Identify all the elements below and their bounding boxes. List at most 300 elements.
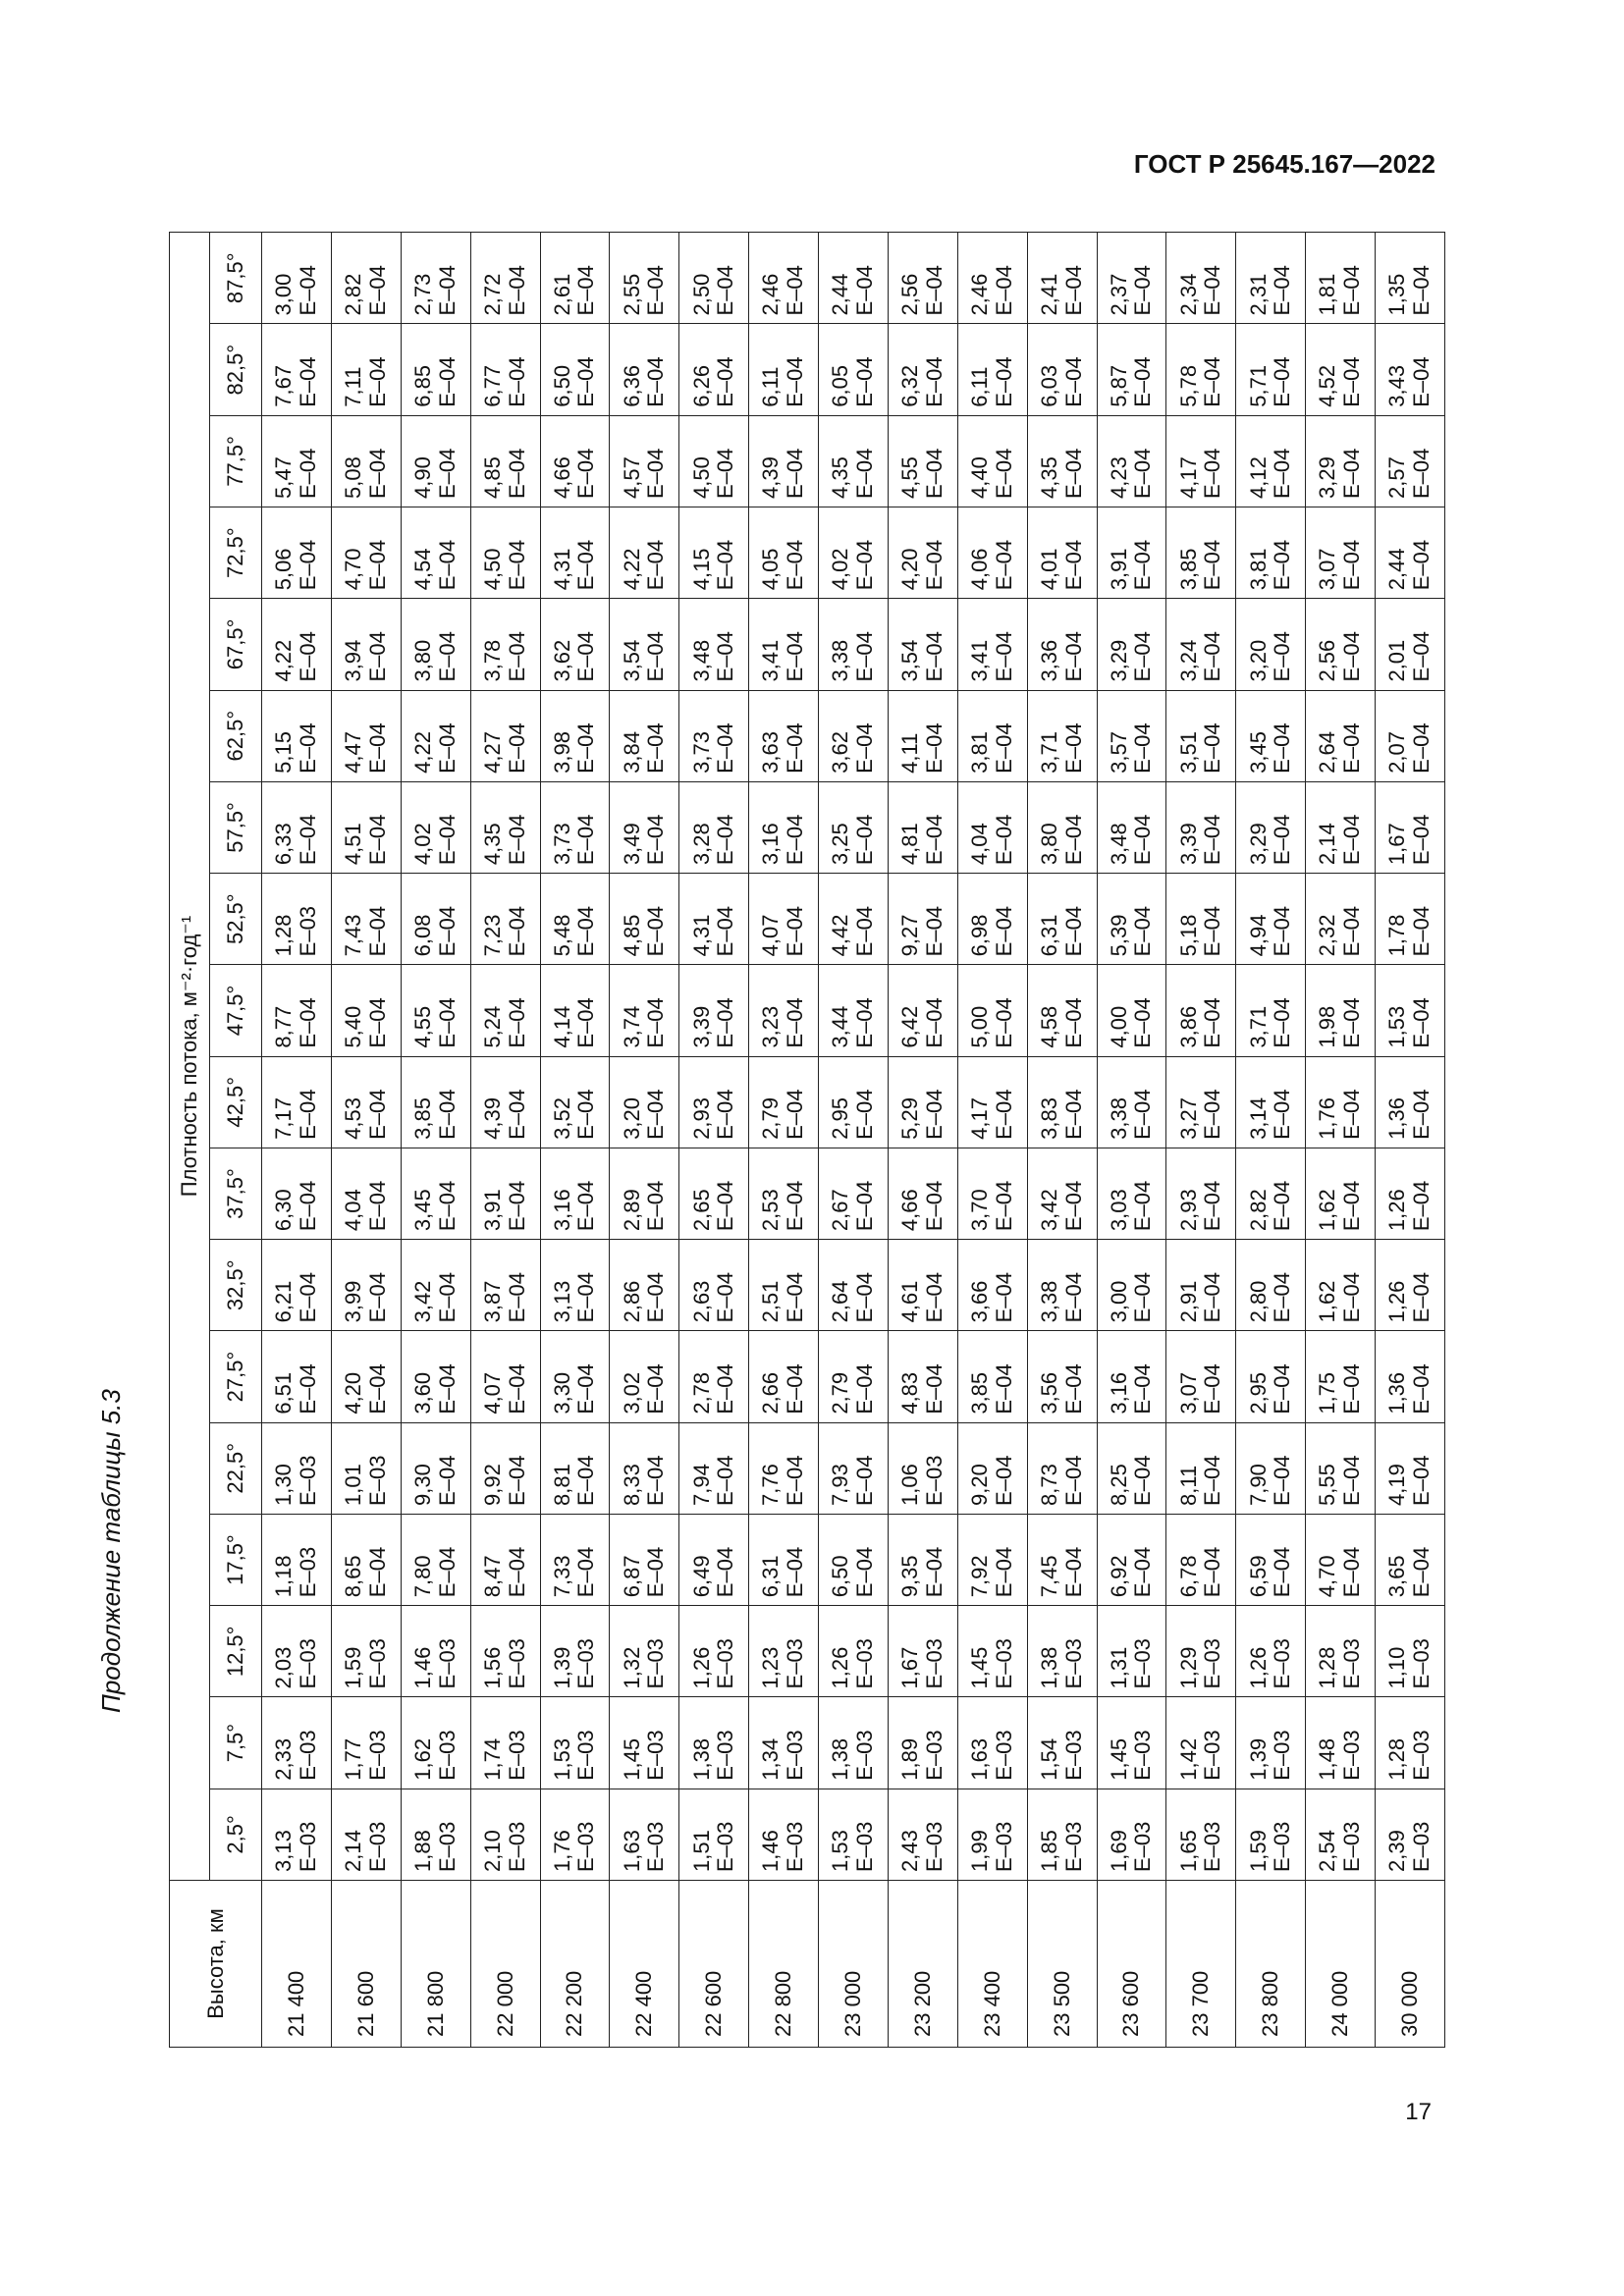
flux-value-cell: 1,53 E–03 <box>540 1697 610 1789</box>
flux-value-cell: 4,17 E–04 <box>1166 415 1236 507</box>
altitude-cell: 22 800 <box>749 1881 819 2048</box>
flux-value-cell: 7,80 E–04 <box>401 1514 470 1605</box>
flux-value-cell: 3,44 E–04 <box>819 965 889 1056</box>
flux-value-cell: 3,80 E–04 <box>401 599 470 690</box>
density-header: Плотность потока, м⁻²·год⁻¹ <box>170 233 210 1881</box>
page-number: 17 <box>1405 2099 1432 2125</box>
flux-value-cell: 5,06 E–04 <box>262 507 332 599</box>
flux-value-cell: 8,81 E–04 <box>540 1422 610 1514</box>
flux-value-cell: 4,47 E–04 <box>331 690 401 781</box>
flux-value-cell: 2,55 E–04 <box>610 233 679 324</box>
flux-value-cell: 4,40 E–04 <box>957 415 1027 507</box>
flux-value-cell: 4,58 E–04 <box>1027 965 1097 1056</box>
flux-value-cell: 2,01 E–04 <box>1376 599 1445 690</box>
altitude-cell: 23 700 <box>1166 1881 1236 2048</box>
flux-value-cell: 3,42 E–04 <box>401 1240 470 1331</box>
flux-value-cell: 7,94 E–04 <box>679 1422 749 1514</box>
table-row <box>749 233 819 2048</box>
flux-value-cell: 3,83 E–04 <box>1027 1056 1097 1148</box>
flux-value-cell: 1,65 E–03 <box>1166 1789 1236 1880</box>
flux-value-cell: 2,95 E–04 <box>819 1056 889 1148</box>
angle-header: 2,5° <box>210 1789 262 1880</box>
flux-value-cell: 1,39 E–03 <box>1236 1697 1306 1789</box>
flux-value-cell: 9,35 E–04 <box>888 1514 957 1605</box>
flux-value-cell: 3,39 E–04 <box>679 965 749 1056</box>
flux-value-cell: 2,03 E–03 <box>262 1606 332 1697</box>
flux-value-cell: 5,40 E–04 <box>331 965 401 1056</box>
flux-value-cell: 4,19 E–04 <box>1376 1422 1445 1514</box>
flux-value-cell: 6,11 E–04 <box>957 324 1027 415</box>
flux-value-cell: 6,03 E–04 <box>1027 324 1097 415</box>
flux-value-cell: 1,38 E–03 <box>679 1697 749 1789</box>
flux-value-cell: 2,33 E–03 <box>262 1697 332 1789</box>
flux-value-cell: 1,26 E–04 <box>1376 1148 1445 1239</box>
flux-value-cell: 6,11 E–04 <box>749 324 819 415</box>
table-row <box>610 233 679 2048</box>
flux-value-cell: 2,44 E–04 <box>1376 507 1445 599</box>
flux-value-cell: 3,86 E–04 <box>1166 965 1236 1056</box>
flux-value-cell: 4,04 E–04 <box>957 781 1027 873</box>
flux-value-cell: 4,57 E–04 <box>610 415 679 507</box>
document-id: ГОСТ Р 25645.167—2022 <box>1133 149 1435 179</box>
flux-value-cell: 3,25 E–04 <box>819 781 889 873</box>
flux-value-cell: 5,00 E–04 <box>957 965 1027 1056</box>
flux-value-cell: 4,17 E–04 <box>957 1056 1027 1148</box>
flux-value-cell: 4,22 E–04 <box>262 599 332 690</box>
flux-value-cell: 3,48 E–04 <box>1097 781 1166 873</box>
flux-value-cell: 4,35 E–04 <box>470 781 540 873</box>
flux-value-cell: 3,42 E–04 <box>1027 1148 1097 1239</box>
flux-value-cell: 3,54 E–04 <box>888 599 957 690</box>
flux-value-cell: 2,07 E–04 <box>1376 690 1445 781</box>
flux-value-cell: 1,32 E–03 <box>610 1606 679 1697</box>
flux-value-cell: 1,46 E–03 <box>749 1789 819 1880</box>
flux-value-cell: 3,39 E–04 <box>1166 781 1236 873</box>
angle-header: 87,5° <box>210 233 262 324</box>
flux-value-cell: 4,20 E–04 <box>331 1331 401 1422</box>
flux-value-cell: 2,56 E–04 <box>1306 599 1376 690</box>
flux-value-cell: 2,41 E–04 <box>1027 233 1097 324</box>
flux-value-cell: 6,98 E–04 <box>957 874 1027 965</box>
flux-value-cell: 3,07 E–04 <box>1306 507 1376 599</box>
flux-value-cell: 1,74 E–03 <box>470 1697 540 1789</box>
flux-value-cell: 6,87 E–04 <box>610 1514 679 1605</box>
flux-value-cell: 1,38 E–03 <box>819 1697 889 1789</box>
altitude-cell: 30 000 <box>1376 1881 1445 2048</box>
flux-value-cell: 1,26 E–03 <box>819 1606 889 1697</box>
flux-value-cell: 3,14 E–04 <box>1236 1056 1306 1148</box>
flux-value-cell: 3,38 E–04 <box>1027 1240 1097 1331</box>
flux-value-cell: 1,53 E–04 <box>1376 965 1445 1056</box>
flux-value-cell: 4,07 E–04 <box>749 874 819 965</box>
flux-value-cell: 3,57 E–04 <box>1097 690 1166 781</box>
flux-value-cell: 1,67 E–04 <box>1376 781 1445 873</box>
flux-value-cell: 4,66 E–04 <box>540 415 610 507</box>
flux-value-cell: 1,28 E–03 <box>262 874 332 965</box>
angle-header: 57,5° <box>210 781 262 873</box>
flux-value-cell: 4,54 E–04 <box>401 507 470 599</box>
flux-value-cell: 4,07 E–04 <box>470 1331 540 1422</box>
flux-value-cell: 4,66 E–04 <box>888 1148 957 1239</box>
flux-value-cell: 3,24 E–04 <box>1166 599 1236 690</box>
flux-value-cell: 4,12 E–04 <box>1236 415 1306 507</box>
flux-value-cell: 6,08 E–04 <box>401 874 470 965</box>
flux-value-cell: 3,62 E–04 <box>540 599 610 690</box>
flux-value-cell: 3,16 E–04 <box>749 781 819 873</box>
flux-value-cell: 6,50 E–04 <box>540 324 610 415</box>
flux-value-cell: 1,62 E–03 <box>401 1697 470 1789</box>
flux-value-cell: 4,14 E–04 <box>540 965 610 1056</box>
flux-value-cell: 6,33 E–04 <box>262 781 332 873</box>
flux-value-cell: 5,08 E–04 <box>331 415 401 507</box>
flux-value-cell: 3,73 E–04 <box>540 781 610 873</box>
table-row <box>1166 233 1236 2048</box>
flux-value-cell: 4,35 E–04 <box>1027 415 1097 507</box>
flux-value-cell: 3,54 E–04 <box>610 599 679 690</box>
flux-value-cell: 3,02 E–04 <box>610 1331 679 1422</box>
flux-value-cell: 1,39 E–03 <box>540 1606 610 1697</box>
flux-value-cell: 4,05 E–04 <box>749 507 819 599</box>
flux-value-cell: 6,50 E–04 <box>819 1514 889 1605</box>
flux-value-cell: 1,89 E–03 <box>888 1697 957 1789</box>
flux-value-cell: 4,39 E–04 <box>749 415 819 507</box>
flux-value-cell: 4,31 E–04 <box>540 507 610 599</box>
flux-value-cell: 1,45 E–03 <box>610 1697 679 1789</box>
table-row <box>262 233 332 2048</box>
table-row <box>1027 233 1097 2048</box>
table-row <box>888 233 957 2048</box>
flux-value-cell: 2,56 E–04 <box>888 233 957 324</box>
flux-value-cell: 3,71 E–04 <box>1236 965 1306 1056</box>
altitude-cell: 21 800 <box>401 1881 470 2048</box>
flux-value-cell: 4,01 E–04 <box>1027 507 1097 599</box>
flux-value-cell: 3,74 E–04 <box>610 965 679 1056</box>
flux-value-cell: 1,01 E–03 <box>331 1422 401 1514</box>
table-row <box>1097 233 1166 2048</box>
flux-value-cell: 3,51 E–04 <box>1166 690 1236 781</box>
flux-value-cell: 3,52 E–04 <box>540 1056 610 1148</box>
flux-value-cell: 3,49 E–04 <box>610 781 679 873</box>
altitude-cell: 22 600 <box>679 1881 749 2048</box>
flux-value-cell: 4,81 E–04 <box>888 781 957 873</box>
flux-value-cell: 4,04 E–04 <box>331 1148 401 1239</box>
flux-value-cell: 1,81 E–04 <box>1306 233 1376 324</box>
flux-value-cell: 7,90 E–04 <box>1236 1422 1306 1514</box>
altitude-cell: 23 000 <box>819 1881 889 2048</box>
flux-value-cell: 6,30 E–04 <box>262 1148 332 1239</box>
flux-value-cell: 3,62 E–04 <box>819 690 889 781</box>
flux-value-cell: 2,10 E–03 <box>470 1789 540 1880</box>
flux-value-cell: 7,67 E–04 <box>262 324 332 415</box>
flux-value-cell: 1,59 E–03 <box>1236 1789 1306 1880</box>
flux-value-cell: 3,63 E–04 <box>749 690 819 781</box>
flux-value-cell: 1,99 E–03 <box>957 1789 1027 1880</box>
flux-value-cell: 4,55 E–04 <box>401 965 470 1056</box>
flux-value-cell: 4,27 E–04 <box>470 690 540 781</box>
flux-value-cell: 4,15 E–04 <box>679 507 749 599</box>
flux-value-cell: 1,26 E–03 <box>1236 1606 1306 1697</box>
flux-value-cell: 3,78 E–04 <box>470 599 540 690</box>
table-row <box>1306 233 1376 2048</box>
flux-value-cell: 6,85 E–04 <box>401 324 470 415</box>
flux-value-cell: 1,10 E–03 <box>1376 1606 1445 1697</box>
flux-value-cell: 1,56 E–03 <box>470 1606 540 1697</box>
flux-value-cell: 3,87 E–04 <box>470 1240 540 1331</box>
flux-value-cell: 5,55 E–04 <box>1306 1422 1376 1514</box>
flux-value-cell: 8,25 E–04 <box>1097 1422 1166 1514</box>
flux-value-cell: 2,93 E–04 <box>1166 1148 1236 1239</box>
flux-value-cell: 3,81 E–04 <box>1236 507 1306 599</box>
table-row <box>1376 233 1445 2048</box>
flux-value-cell: 8,33 E–04 <box>610 1422 679 1514</box>
angle-header: 7,5° <box>210 1697 262 1789</box>
flux-value-cell: 1,78 E–04 <box>1376 874 1445 965</box>
flux-value-cell: 2,72 E–04 <box>470 233 540 324</box>
angle-header: 32,5° <box>210 1240 262 1331</box>
flux-value-cell: 2,37 E–04 <box>1097 233 1166 324</box>
flux-value-cell: 6,77 E–04 <box>470 324 540 415</box>
flux-value-cell: 1,85 E–03 <box>1027 1789 1097 1880</box>
flux-value-cell: 1,59 E–03 <box>331 1606 401 1697</box>
altitude-cell: 22 400 <box>610 1881 679 2048</box>
flux-value-cell: 1,98 E–04 <box>1306 965 1376 1056</box>
flux-value-cell: 3,98 E–04 <box>540 690 610 781</box>
table-row <box>819 233 889 2048</box>
flux-value-cell: 1,28 E–03 <box>1306 1606 1376 1697</box>
flux-value-cell: 1,76 E–03 <box>540 1789 610 1880</box>
flux-value-cell: 3,73 E–04 <box>679 690 749 781</box>
altitude-cell: 22 000 <box>470 1881 540 2048</box>
flux-value-cell: 1,35 E–04 <box>1376 233 1445 324</box>
angle-header: 72,5° <box>210 507 262 599</box>
flux-value-cell: 6,78 E–04 <box>1166 1514 1236 1605</box>
flux-value-cell: 4,02 E–04 <box>401 781 470 873</box>
flux-value-cell: 7,45 E–04 <box>1027 1514 1097 1605</box>
altitude-cell: 23 200 <box>888 1881 957 2048</box>
flux-value-cell: 5,39 E–04 <box>1097 874 1166 965</box>
flux-value-cell: 6,92 E–04 <box>1097 1514 1166 1605</box>
flux-value-cell: 6,21 E–04 <box>262 1240 332 1331</box>
flux-value-cell: 1,76 E–04 <box>1306 1056 1376 1148</box>
flux-value-cell: 3,28 E–04 <box>679 781 749 873</box>
flux-value-cell: 4,70 E–04 <box>331 507 401 599</box>
flux-value-cell: 2,89 E–04 <box>610 1148 679 1239</box>
flux-value-cell: 2,67 E–04 <box>819 1148 889 1239</box>
flux-value-cell: 6,26 E–04 <box>679 324 749 415</box>
flux-value-cell: 2,93 E–04 <box>679 1056 749 1148</box>
flux-value-cell: 4,85 E–04 <box>610 874 679 965</box>
flux-value-cell: 3,03 E–04 <box>1097 1148 1166 1239</box>
flux-value-cell: 3,30 E–04 <box>540 1331 610 1422</box>
flux-value-cell: 1,45 E–03 <box>1097 1697 1166 1789</box>
flux-value-cell: 3,45 E–04 <box>1236 690 1306 781</box>
flux-value-cell: 7,92 E–04 <box>957 1514 1027 1605</box>
flux-value-cell: 2,39 E–03 <box>1376 1789 1445 1880</box>
flux-value-cell: 3,91 E–04 <box>470 1148 540 1239</box>
flux-value-cell: 3,00 E–04 <box>262 233 332 324</box>
flux-value-cell: 8,47 E–04 <box>470 1514 540 1605</box>
flux-value-cell: 1,63 E–03 <box>610 1789 679 1880</box>
flux-value-cell: 5,87 E–04 <box>1097 324 1166 415</box>
flux-value-cell: 2,46 E–04 <box>957 233 1027 324</box>
flux-value-cell: 4,23 E–04 <box>1097 415 1166 507</box>
flux-value-cell: 1,06 E–03 <box>888 1422 957 1514</box>
flux-value-cell: 3,81 E–04 <box>957 690 1027 781</box>
flux-value-cell: 4,22 E–04 <box>401 690 470 781</box>
flux-value-cell: 7,93 E–04 <box>819 1422 889 1514</box>
flux-value-cell: 1,51 E–03 <box>679 1789 749 1880</box>
flux-value-cell: 4,35 E–04 <box>819 415 889 507</box>
flux-value-cell: 1,62 E–04 <box>1306 1240 1376 1331</box>
table-row <box>679 233 749 2048</box>
flux-value-cell: 3,41 E–04 <box>749 599 819 690</box>
flux-value-cell: 4,52 E–04 <box>1306 324 1376 415</box>
flux-value-cell: 2,53 E–04 <box>749 1148 819 1239</box>
flux-value-cell: 2,64 E–04 <box>819 1240 889 1331</box>
flux-value-cell: 1,48 E–03 <box>1306 1697 1376 1789</box>
flux-value-cell: 9,27 E–04 <box>888 874 957 965</box>
flux-value-cell: 3,48 E–04 <box>679 599 749 690</box>
table-caption: Продолжение таблицы 5.3 <box>96 1389 126 1713</box>
flux-value-cell: 1,26 E–03 <box>679 1606 749 1697</box>
table-row <box>957 233 1027 2048</box>
flux-value-cell: 2,51 E–04 <box>749 1240 819 1331</box>
flux-value-cell: 8,11 E–04 <box>1166 1422 1236 1514</box>
flux-value-cell: 3,85 E–04 <box>401 1056 470 1148</box>
flux-value-cell: 5,47 E–04 <box>262 415 332 507</box>
flux-value-cell: 4,83 E–04 <box>888 1331 957 1422</box>
flux-value-cell: 4,02 E–04 <box>819 507 889 599</box>
flux-value-cell: 2,34 E–04 <box>1166 233 1236 324</box>
flux-value-cell: 8,65 E–04 <box>331 1514 401 1605</box>
flux-value-cell: 2,14 E–04 <box>1306 781 1376 873</box>
flux-value-cell: 7,11 E–04 <box>331 324 401 415</box>
flux-value-cell: 4,51 E–04 <box>331 781 401 873</box>
flux-value-cell: 8,73 E–04 <box>1027 1422 1097 1514</box>
altitude-cell: 21 400 <box>262 1881 332 2048</box>
flux-value-cell: 6,05 E–04 <box>819 324 889 415</box>
flux-value-cell: 4,42 E–04 <box>819 874 889 965</box>
flux-value-cell: 2,73 E–04 <box>401 233 470 324</box>
flux-value-cell: 3,60 E–04 <box>401 1331 470 1422</box>
flux-value-cell: 4,90 E–04 <box>401 415 470 507</box>
flux-value-cell: 3,29 E–04 <box>1236 781 1306 873</box>
flux-value-cell: 2,80 E–04 <box>1236 1240 1306 1331</box>
flux-value-cell: 4,06 E–04 <box>957 507 1027 599</box>
flux-value-cell: 4,70 E–04 <box>1306 1514 1376 1605</box>
flux-value-cell: 3,20 E–04 <box>1236 599 1306 690</box>
angle-header-row <box>210 233 262 2048</box>
flux-value-cell: 1,75 E–04 <box>1306 1331 1376 1422</box>
flux-value-cell: 1,30 E–03 <box>262 1422 332 1514</box>
flux-value-cell: 4,85 E–04 <box>470 415 540 507</box>
angle-header: 67,5° <box>210 599 262 690</box>
flux-value-cell: 6,51 E–04 <box>262 1331 332 1422</box>
flux-value-cell: 4,31 E–04 <box>679 874 749 965</box>
flux-value-cell: 3,20 E–04 <box>610 1056 679 1148</box>
flux-value-cell: 6,42 E–04 <box>888 965 957 1056</box>
flux-value-cell: 5,48 E–04 <box>540 874 610 965</box>
flux-value-cell: 2,82 E–04 <box>1236 1148 1306 1239</box>
flux-value-cell: 2,61 E–04 <box>540 233 610 324</box>
flux-value-cell: 1,54 E–03 <box>1027 1697 1097 1789</box>
flux-value-cell: 3,13 E–03 <box>262 1789 332 1880</box>
flux-value-cell: 2,79 E–04 <box>749 1056 819 1148</box>
flux-value-cell: 4,20 E–04 <box>888 507 957 599</box>
flux-value-cell: 1,77 E–03 <box>331 1697 401 1789</box>
flux-value-cell: 2,86 E–04 <box>610 1240 679 1331</box>
flux-value-cell: 3,00 E–04 <box>1097 1240 1166 1331</box>
flux-value-cell: 5,29 E–04 <box>888 1056 957 1148</box>
flux-value-cell: 1,46 E–03 <box>401 1606 470 1697</box>
table-row <box>401 233 470 2048</box>
flux-value-cell: 6,32 E–04 <box>888 324 957 415</box>
flux-value-cell: 3,13 E–04 <box>540 1240 610 1331</box>
flux-value-cell: 1,18 E–03 <box>262 1514 332 1605</box>
flux-value-cell: 3,29 E–04 <box>1306 415 1376 507</box>
flux-value-cell: 1,28 E–03 <box>1376 1697 1445 1789</box>
flux-value-cell: 2,32 E–04 <box>1306 874 1376 965</box>
altitude-cell: 24 000 <box>1306 1881 1376 2048</box>
flux-value-cell: 3,85 E–04 <box>957 1331 1027 1422</box>
altitude-cell: 23 800 <box>1236 1881 1306 2048</box>
altitude-cell: 23 500 <box>1027 1881 1097 2048</box>
flux-value-cell: 7,17 E–04 <box>262 1056 332 1148</box>
flux-value-cell: 7,43 E–04 <box>331 874 401 965</box>
flux-value-cell: 6,31 E–04 <box>1027 874 1097 965</box>
flux-value-cell: 4,50 E–04 <box>679 415 749 507</box>
angle-header: 52,5° <box>210 874 262 965</box>
flux-value-cell: 3,66 E–04 <box>957 1240 1027 1331</box>
angle-header: 37,5° <box>210 1148 262 1239</box>
flux-value-cell: 3,07 E–04 <box>1166 1331 1236 1422</box>
angle-header: 62,5° <box>210 690 262 781</box>
angle-header: 47,5° <box>210 965 262 1056</box>
flux-value-cell: 3,70 E–04 <box>957 1148 1027 1239</box>
flux-value-cell: 2,65 E–04 <box>679 1148 749 1239</box>
flux-value-cell: 1,23 E–03 <box>749 1606 819 1697</box>
flux-value-cell: 4,39 E–04 <box>470 1056 540 1148</box>
flux-value-cell: 1,38 E–03 <box>1027 1606 1097 1697</box>
angle-header: 82,5° <box>210 324 262 415</box>
flux-value-cell: 1,53 E–03 <box>819 1789 889 1880</box>
flux-value-cell: 1,69 E–03 <box>1097 1789 1166 1880</box>
flux-value-cell: 2,57 E–04 <box>1376 415 1445 507</box>
flux-value-cell: 4,55 E–04 <box>888 415 957 507</box>
flux-value-cell: 5,24 E–04 <box>470 965 540 1056</box>
flux-value-cell: 1,34 E–03 <box>749 1697 819 1789</box>
flux-value-cell: 3,16 E–04 <box>1097 1331 1166 1422</box>
table-row <box>1236 233 1306 2048</box>
flux-value-cell: 3,80 E–04 <box>1027 781 1097 873</box>
flux-value-cell: 3,71 E–04 <box>1027 690 1097 781</box>
flux-value-cell: 3,23 E–04 <box>749 965 819 1056</box>
angle-header: 42,5° <box>210 1056 262 1148</box>
flux-value-cell: 7,23 E–04 <box>470 874 540 965</box>
flux-value-cell: 6,36 E–04 <box>610 324 679 415</box>
flux-value-cell: 2,63 E–04 <box>679 1240 749 1331</box>
flux-value-cell: 6,31 E–04 <box>749 1514 819 1605</box>
flux-value-cell: 2,91 E–04 <box>1166 1240 1236 1331</box>
flux-value-cell: 2,31 E–04 <box>1236 233 1306 324</box>
flux-value-cell: 3,43 E–04 <box>1376 324 1445 415</box>
flux-value-cell: 1,45 E–03 <box>957 1606 1027 1697</box>
flux-value-cell: 4,50 E–04 <box>470 507 540 599</box>
flux-value-cell: 1,62 E–04 <box>1306 1148 1376 1239</box>
flux-value-cell: 2,54 E–03 <box>1306 1789 1376 1880</box>
flux-value-cell: 9,92 E–04 <box>470 1422 540 1514</box>
flux-value-cell: 6,49 E–04 <box>679 1514 749 1605</box>
